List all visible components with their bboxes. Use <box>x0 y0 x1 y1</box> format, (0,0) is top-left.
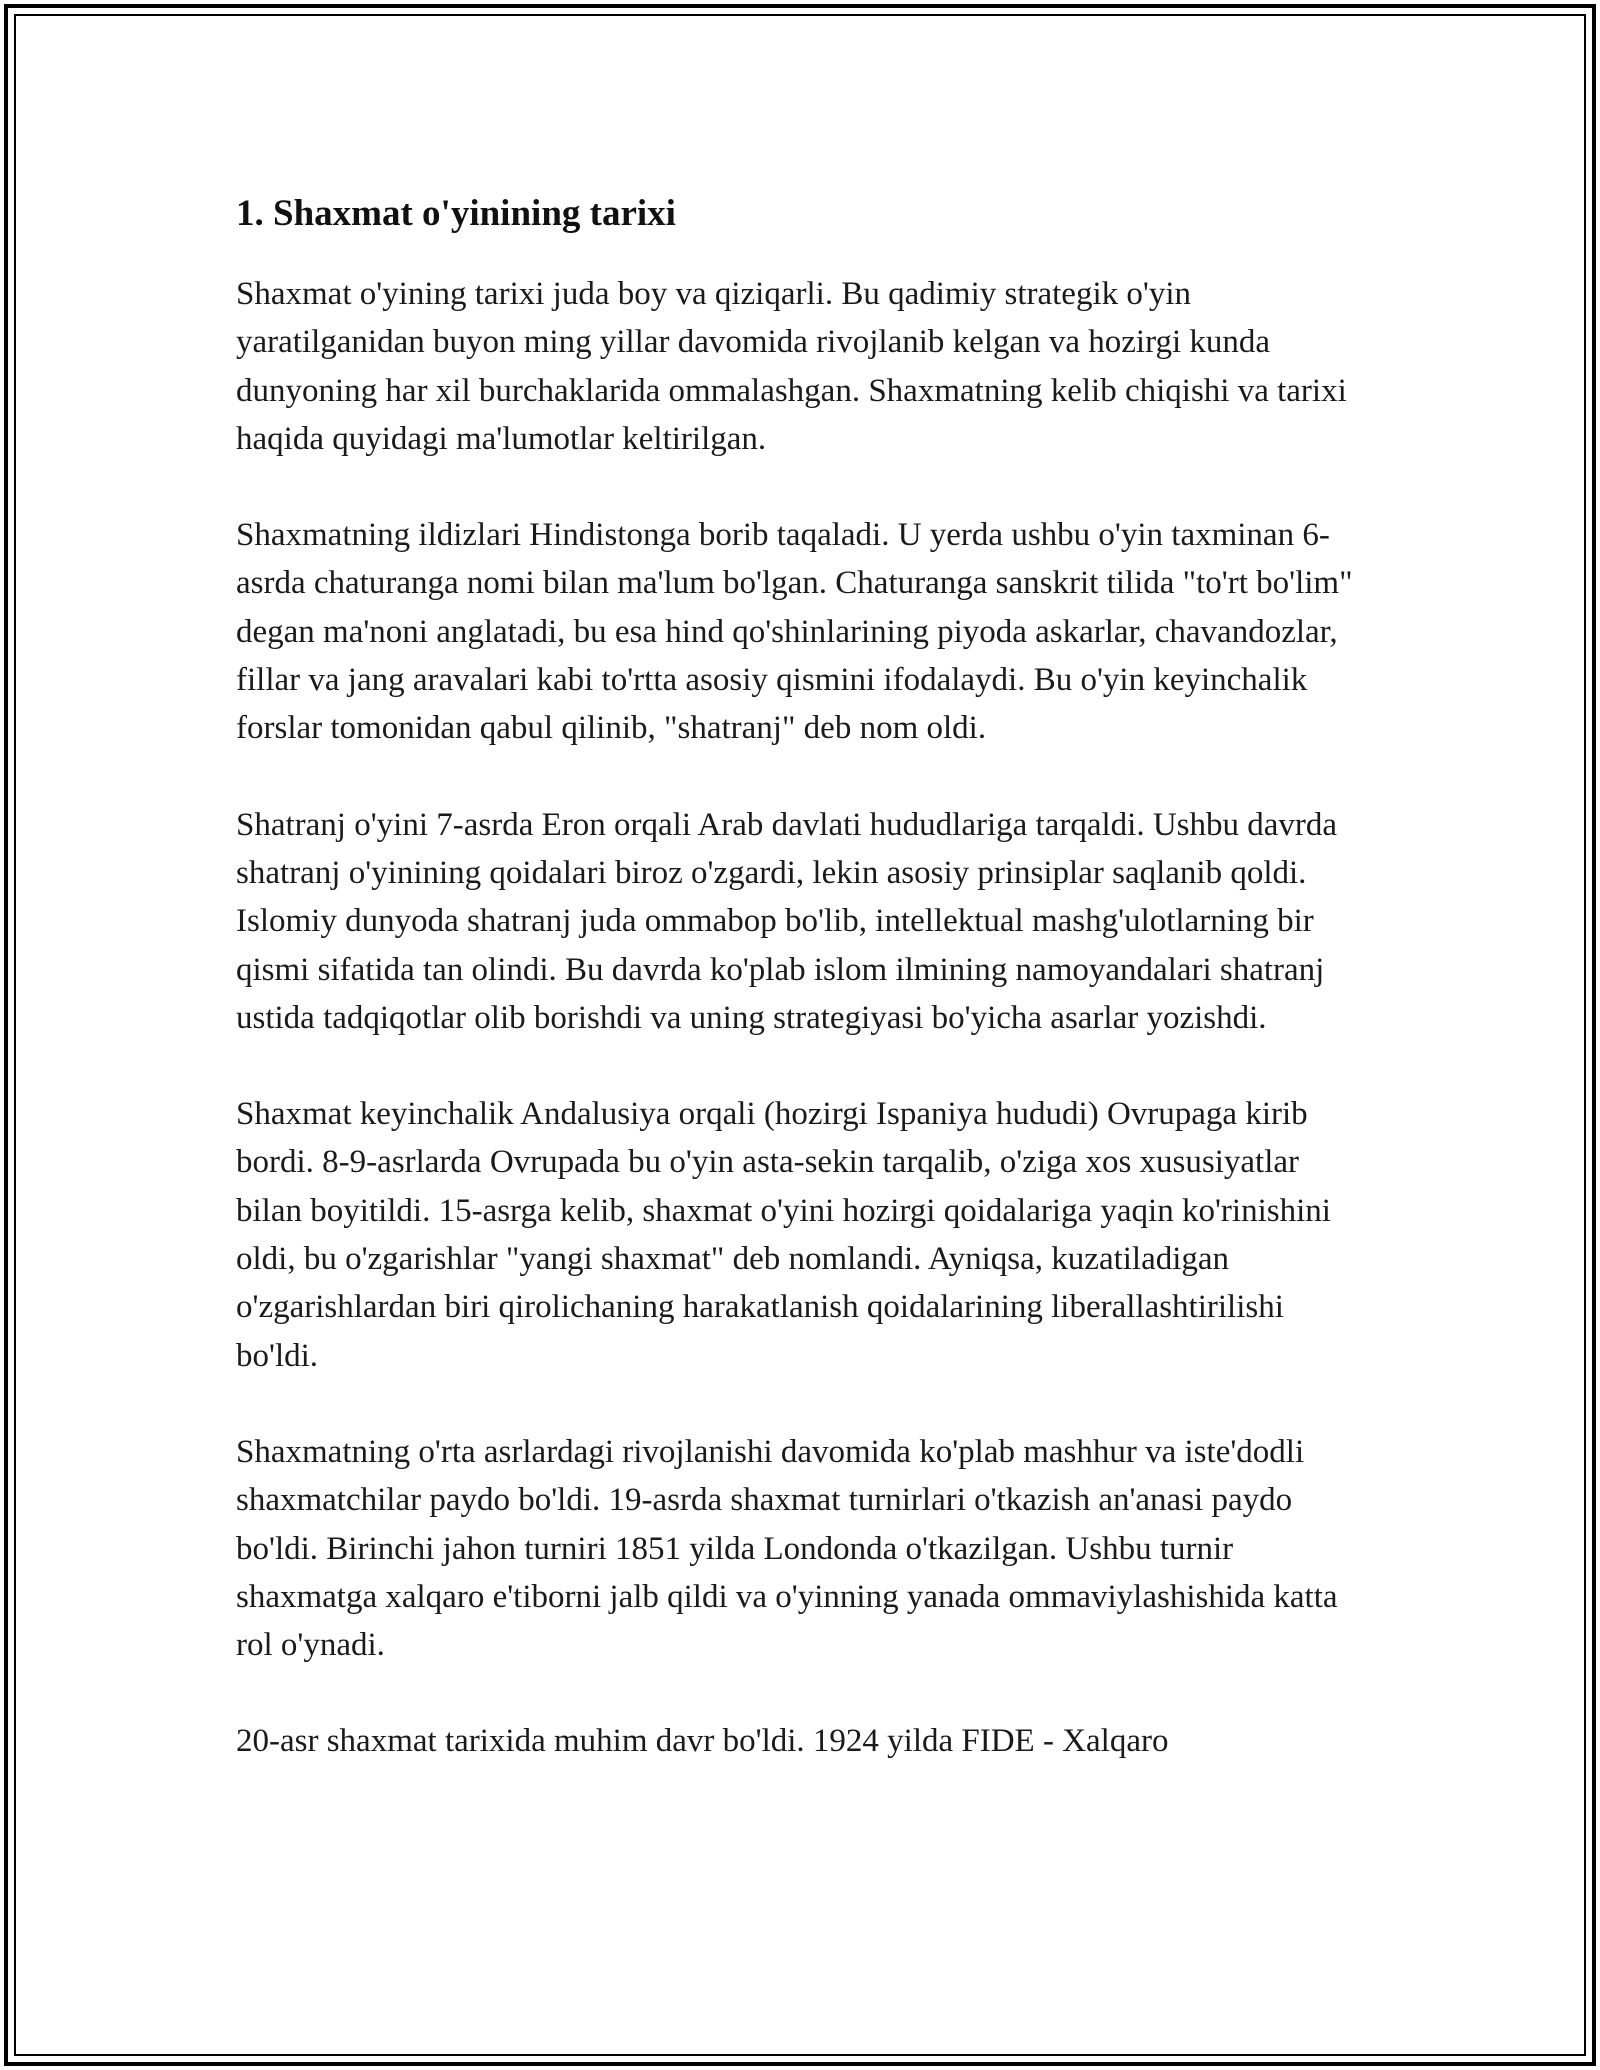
paragraph-arab-spread: Shatranj o'yini 7-asrda Eron orqali Arab davlati hududlariga tarqaldi. Ushbu davrda shatranj o'yinining qoidalari biroz o'zgardi, lekin asosiy prinsiplar saqlanib qoldi. Islomiy dunyoda shatranj juda ommabop bo'lib, intellektual mashg'ulotlarning bir qismi sifatida tan olindi. Bu davrda ko'plab islom ilmining namoyandalari shatranj ustida tadqiqotlar olib borishdi va uning strategiyasi bo'yicha asarlar yozishdi. <box>236 806 1338 1036</box>
paragraph-intro: Shaxmat o'yining tarixi juda boy va qiziqarli. Bu qadimiy strategik o'yin yaratilganidan buyon ming yillar davomida rivojlanib kelgan va hozirgi kunda dunyoning har xil burchaklarida ommalashgan. Shaxmatning kelib chiqishi va tarixi haqida quyidagi ma'lumotlar keltirilgan. <box>236 276 1347 457</box>
section-heading: 1. Shaxmat o'yinining tarixi <box>236 193 676 234</box>
paragraph-india-origins: Shaxmatning ildizlari Hindistonga borib taqaladi. U yerda ushbu o'yin taxminan 6-asrda chaturanga nomi bilan ma'lum bo'lgan. Chaturanga sanskrit tilida "to'rt bo'lim" degan ma'noni anglatadi, bu esa hind qo'shinlarining piyoda askarlar, chavandozlar, fillar va jang aravalari kabi to'rtta asosiy qismini ifodalaydi. Bu o'yin keyinchalik forslar tomonidan qabul qilinib, "shatranj" deb nom oldi. <box>236 517 1353 747</box>
document-page <box>236 186 1356 1766</box>
paragraph-europe: Shaxmat keyinchalik Andalusiya orqali (hozirgi Ispaniya hududi) Ovrupaga kirib bordi. 8-9-asrlarda Ovrupada bu o'yin asta-sekin tarqalib, o'ziga xos xususiyatlar bilan boyitildi. 15-asrga kelib, shaxmat o'yini hozirgi qoidalariga yaqin ko'rinishini oldi, bu o'zgarishlar "yangi shaxmat" deb nomlandi. Ayniqsa, kuzatiladigan o'zgarishlardan biri qirolichaning harakatlanish qoidalarining liberallashtirilishi bo'ldi. <box>236 1096 1331 1374</box>
paragraph-tournaments: Shaxmatning o'rta asrlardagi rivojlanishi davomida ko'plab mashhur va iste'dodli shaxmatchilar paydo bo'ldi. 19-asrda shaxmat turnirlari o'tkazish an'anasi paydo bo'ldi. Birinchi jahon turniri 1851 yilda Londonda o'tkazilgan. Ushbu turnir shaxmatga xalqaro e'tiborni jalb qildi va o'yinning yanada ommaviylashishida katta rol o'ynadi. <box>236 1433 1338 1664</box>
paragraph-twentieth-century: 20-asr shaxmat tarixida muhim davr bo'ldi. 1924 yilda FIDE - Xalqaro <box>236 1723 1169 1760</box>
